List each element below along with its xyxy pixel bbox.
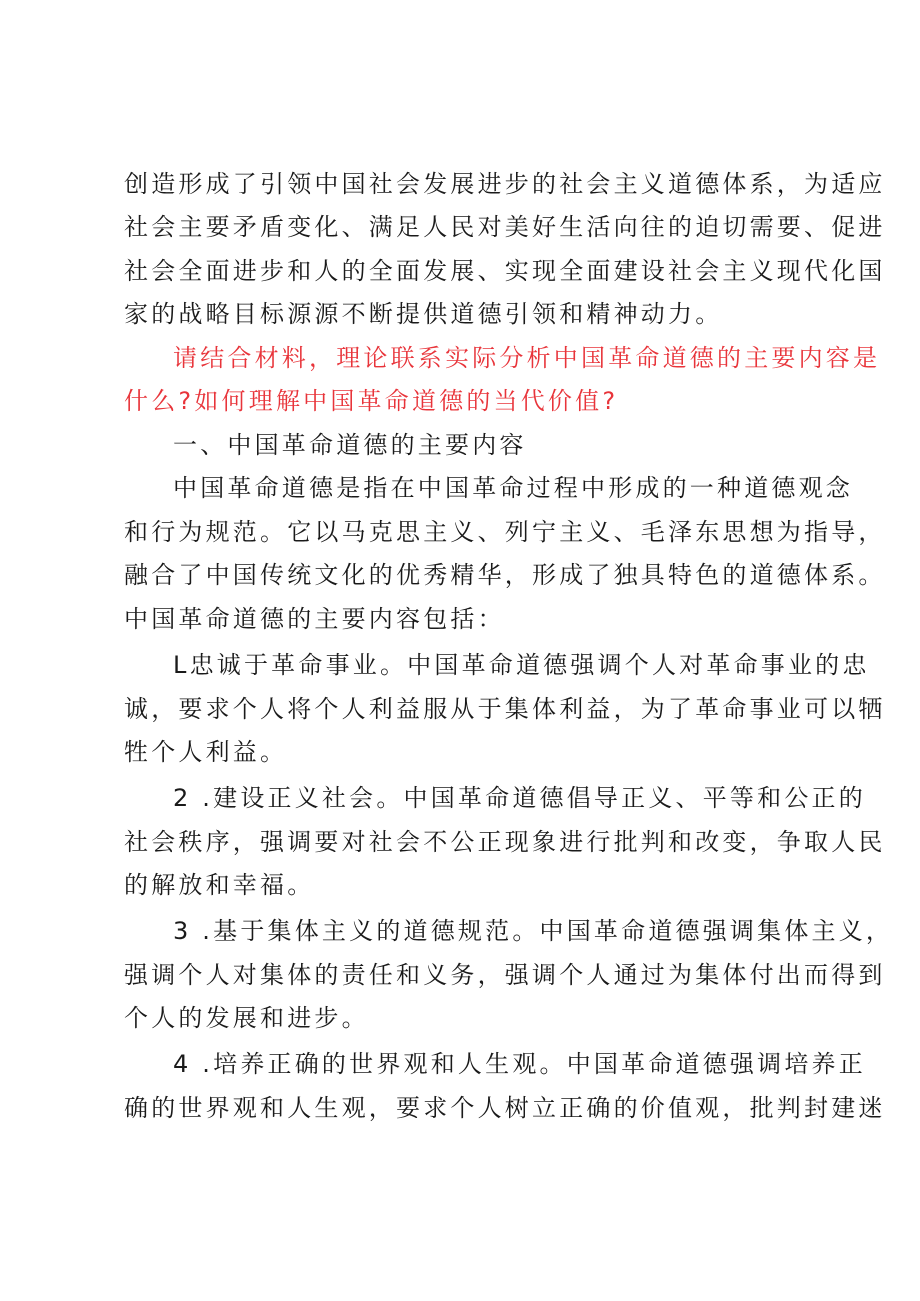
- body-text-line: 创造形成了引领中国社会发展进步的社会主义道德体系，为适应: [124, 170, 886, 198]
- body-text-line: 社会全面进步和人的全面发展、实现全面建设社会主义现代化国: [124, 257, 886, 285]
- list-item-line: 社会秩序，强调要对社会不公正现象进行批判和改变，争取人民: [124, 828, 886, 856]
- question-line: 什么?如何理解中国革命道德的当代价值?: [124, 387, 619, 415]
- list-item-line: 3 .基于集体主义的道德规范。中国革命道德强调集体主义，: [173, 917, 894, 945]
- body-text-line: 社会主要矛盾变化、满足人民对美好生活向往的迫切需要、促进: [124, 213, 886, 241]
- list-item-line: 2 .建设正义社会。中国革命道德倡导正义、平等和公正的: [173, 784, 866, 812]
- body-text-line: 家的战略目标源源不断提供道德引领和精神动力。: [124, 300, 723, 328]
- body-text-line: 中国革命道德是指在中国革命过程中形成的一种道德观念: [173, 474, 853, 502]
- list-item-line: 牲个人利益。: [124, 738, 288, 766]
- list-item-line: 强调个人对集体的责任和义务，强调个人通过为集体付出而得到: [124, 961, 886, 989]
- body-text-line: 融合了中国传统文化的优秀精华，形成了独具特色的道德体系。: [124, 561, 886, 589]
- list-item-line: 个人的发展和进步。: [124, 1004, 369, 1032]
- body-text-line: 和行为规范。它以马克思主义、列宁主义、毛泽东思想为指导，: [124, 518, 886, 546]
- list-item-line: 诚，要求个人将个人利益服从于集体利益，为了革命事业可以牺: [124, 695, 886, 723]
- list-item-line: 确的世界观和人生观，要求个人树立正确的价值观，批判封建迷: [124, 1094, 886, 1122]
- body-text-line: 中国革命道德的主要内容包括：: [124, 605, 505, 633]
- list-item-line: 4 .培养正确的世界观和人生观。中国革命道德强调培养正: [173, 1050, 866, 1078]
- question-line: 请结合材料，理论联系实际分析中国革命道德的主要内容是: [173, 344, 881, 372]
- list-item-line: L忠诚于革命事业。中国革命道德强调个人对革命事业的忠: [173, 651, 870, 679]
- section-heading: 一、中国革命道德的主要内容: [173, 431, 527, 459]
- list-item-line: 的解放和幸福。: [124, 871, 315, 899]
